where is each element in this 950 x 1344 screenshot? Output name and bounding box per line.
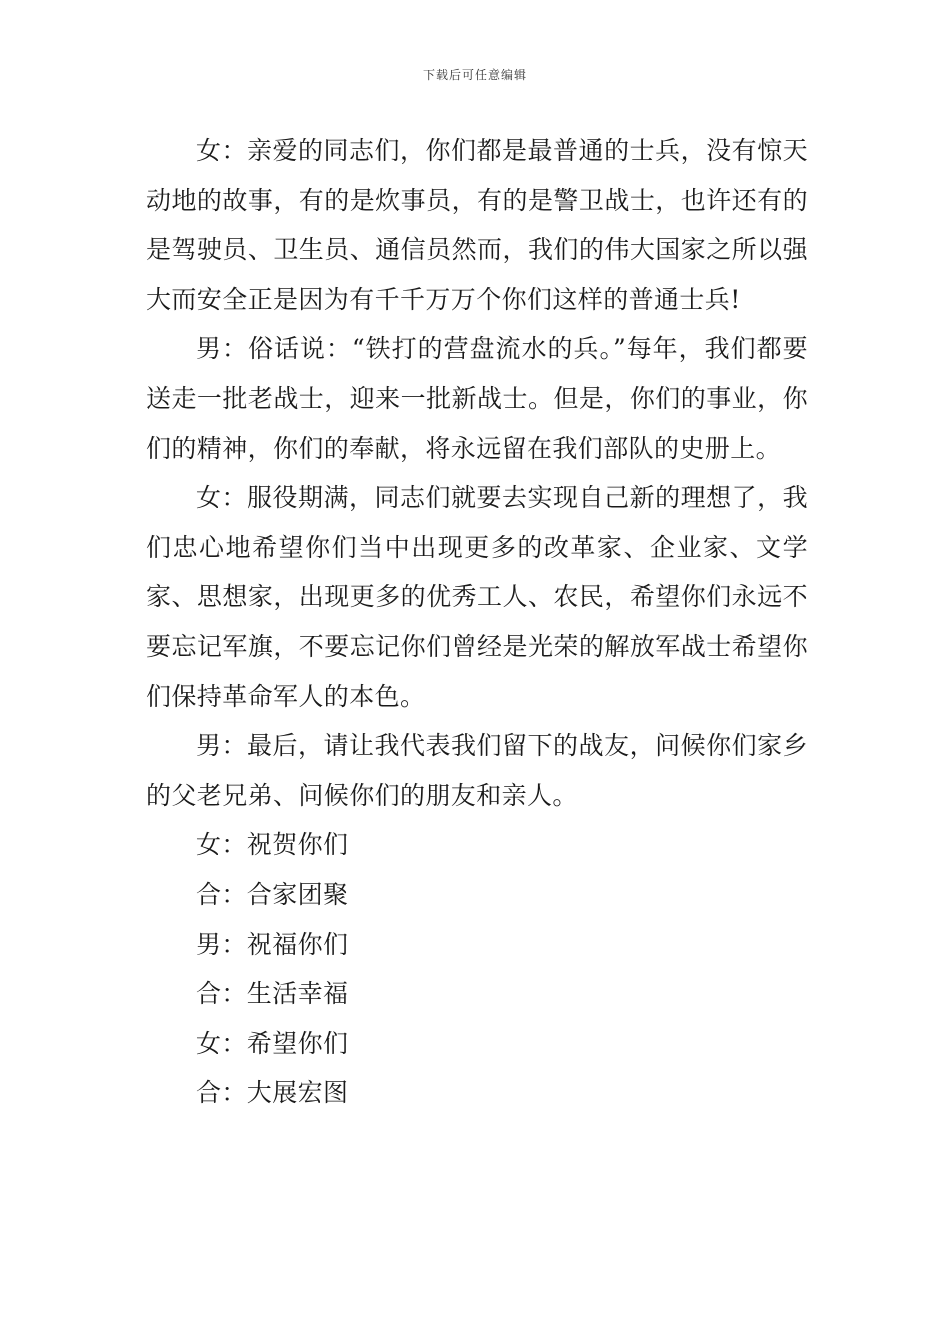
paragraph-2: 男：俗话说：“铁打的营盘流水的兵。”每年，我们都要送走一批老战士，迎来一批新战士。但是，你们的事业，你们的精神，你们的奉献，将永远留在我们部队的史册上。 [146, 334, 808, 463]
document-body [146, 126, 808, 1118]
paragraph-4: 男：最后，请让我代表我们留下的战友，问候你们家乡的父老兄弟、问候你们的朋友和亲人。 [146, 731, 808, 810]
header-note: 下载后可任意编辑 [422, 68, 527, 82]
paragraph-6: 合：合家团聚 [196, 879, 349, 909]
paragraph-9: 女：希望你们 [196, 1028, 349, 1058]
paragraph-7: 男：祝福你们 [196, 929, 349, 959]
paragraph-3: 女：服役期满，同志们就要去实现自己新的理想了，我们忠心地希望你们当中出现更多的改革家、企业家、文学家、思想家，出现更多的优秀工人、农民，希望你们永远不要忘记军旗，不要忘记你们曾经是光荣的解放军战士希望你们保持革命军人的本色。 [146, 483, 808, 711]
paragraph-10: 合：大展宏图 [196, 1078, 349, 1108]
paragraph-8: 合：生活幸福 [196, 979, 349, 1009]
paragraph-5: 女：祝贺你们 [196, 830, 349, 860]
paragraph-1: 女：亲爱的同志们，你们都是最普通的士兵，没有惊天动地的故事，有的是炊事员，有的是警卫战士，也许还有的是驾驶员、卫生员、通信员然而，我们的伟大国家之所以强大而安全正是因为有千千万万个你们这样的普通士兵! [146, 136, 808, 314]
